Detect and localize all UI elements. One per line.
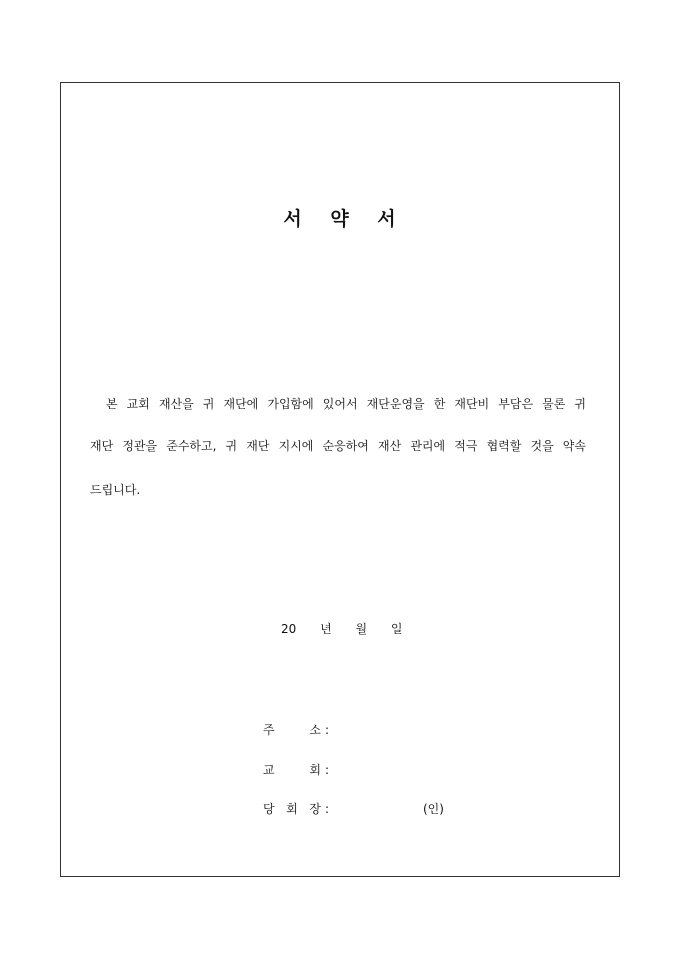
pastor-field [263, 801, 329, 817]
church-field [263, 762, 329, 778]
pastor-colon: : [325, 802, 330, 816]
address-colon: : [325, 723, 330, 737]
seal-mark: (인) [423, 802, 444, 816]
body-line-1: 본 교회 재산을 귀 재단에 가입함에 있어서 재단운영을 한 재단비 부담은 물론 귀 [106, 397, 586, 411]
body-line-2: 재단 정관을 준수하고, 귀 재단 지시에 순응하여 재산 관리에 적극 협력할 것을 약속 [90, 439, 586, 453]
address-field [263, 722, 329, 738]
document-frame [60, 82, 620, 877]
church-colon: : [325, 763, 330, 777]
date-line: 20 년 월 일 [281, 622, 403, 636]
church-label: 교 회 [263, 763, 321, 777]
body-line-3: 드립니다. [90, 483, 141, 497]
pastor-label: 당 회 장 [263, 802, 321, 816]
address-label: 주 소 [263, 723, 321, 737]
document-title: 서 약 서 [283, 208, 397, 230]
